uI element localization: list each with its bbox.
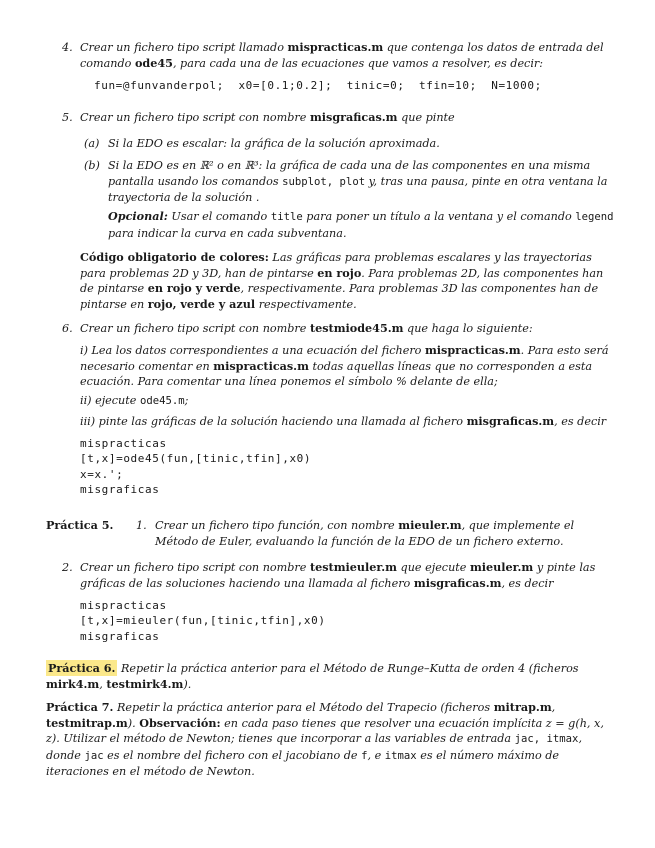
practica-5-code <box>80 598 326 644</box>
practica-5-step-1: Crear un fichero tipo función, con nombre mieuler.m, que implemente el Método de Euler, evaluando la función de la EDO de un fichero externo. <box>155 518 575 548</box>
item-6-code <box>80 436 311 498</box>
code-inline: legend <box>575 211 614 223</box>
code-line: [t,x]=ode45(fun,[tinic,tfin],x0) <box>80 452 312 466</box>
code-line: misgraficas <box>80 629 160 643</box>
code-line: misgraficas <box>80 483 160 497</box>
step-i: i) Lea los datos correspondientes a una ecuación del fichero mispracticas.m. Para esto será necesario comentar en mispracticas.m todas aquellas líneas que no corresponden a esta ecuación. Para comentar una línea ponemos el símbolo % delante de ella; <box>80 343 609 389</box>
practica-7-paragraph: Práctica 7. Repetir la práctica anterior para el Método del Trapecio (ficheros mitrap.m, testmitrap.m). Observación: en cada paso tienes que resolver una ecuación implícita z = g(h, x, z). Utilizar el método de Newton; tienes que incorporar a las variables de entrada jac, itmax, donde jac es el nombre del fichero con el jacobiano de f, e itmax es el número máximo de iteraciones en el método de Newton. <box>46 700 604 779</box>
optional-label: Opcional: <box>108 209 168 223</box>
practica-5-step-2-number: 2. <box>62 561 73 574</box>
code-line: x=x.'; <box>80 467 124 481</box>
file-name: misgraficas.m <box>309 110 398 124</box>
code-inline: jac <box>84 749 104 762</box>
practica-5-step-2: Crear un fichero tipo script con nombre testmieuler.m que ejecute mieuler.m y pinte las gráficas de las soluciones haciendo una llamada al fichero misgraficas.m, es decir <box>80 560 596 590</box>
step-ii: ii) ejecute ode45.m; <box>80 394 189 407</box>
sub-item-a-text: Si la EDO es escalar: la gráfica de la solución aproximada. <box>108 137 440 150</box>
optional-note: Opcional: Usar el comando title para poner un título a la ventana y el comando legend para indicar la curva en cada subventana. <box>108 209 614 240</box>
code-inline: itmax <box>384 749 417 762</box>
item-4-text: Crear un fichero tipo script llamado mispracticas.m que contenga los datos de entrada del comando ode45, para cada una de las ecuaciones que vamos a resolver, es decir: <box>80 40 604 70</box>
code-inline: subplot, plot <box>282 175 366 188</box>
code-line: mispracticas <box>80 599 167 612</box>
item-4-number: 4. <box>62 41 73 54</box>
item-5-number: 5. <box>62 111 73 124</box>
code-line: [t,x]=mieuler(fun,[tinic,tfin],x0) <box>80 614 326 628</box>
code-inline: jac, itmax <box>514 733 579 746</box>
sub-item-b-label: (b) <box>84 159 100 172</box>
sub-item-b-text: Si la EDO es en ℝ² o en ℝ³: la gráfica de cada una de las componentes en una misma pantalla usando los comandos subplot, plot y, tras una pausa, pinte en otra ventana la trayectoria de la solución . <box>108 159 608 205</box>
item-6-number: 6. <box>62 322 73 335</box>
code-inline: f <box>361 749 368 762</box>
practica-5-step-1-number: 1. <box>136 519 147 532</box>
practica-6-paragraph: Práctica 6. Repetir la práctica anterior para el Método de Runge–Kutta de orden 4 (ficheros mirk4.m, testmirk4.m). <box>46 661 579 691</box>
item-5-text: Crear un fichero tipo script con nombre misgraficas.m que pinte <box>80 110 455 124</box>
file-name: testmiode45.m <box>309 321 404 335</box>
step-iii: iii) pinte las gráficas de la solución haciendo una llamada al fichero misgraficas.m, es decir <box>80 414 607 428</box>
color-code-paragraph: Código obligatorio de colores: Las gráficas para problemas escalares y las trayectorias para problemas 2D y 3D, han de pintarse en rojo. Para problemas 2D, las componentes han de pintarse en rojo y verde, respectivamente. Para problemas 3D las componentes han de pintarse en rojo, verde y azul respectivamente. <box>80 250 604 311</box>
command-name: ode45 <box>134 55 173 70</box>
practica-6-label: Práctica 6. <box>48 661 116 675</box>
practica-7-label: Práctica 7. <box>46 700 114 714</box>
file-name: mispracticas.m <box>287 40 384 54</box>
item-4-code: fun=@funvanderpol; x0=[0.1;0.2]; tinic=0; tfin=10; N=1000; <box>94 79 542 92</box>
color-code-label: Código obligatorio de colores: <box>80 250 269 264</box>
item-6-text: Crear un fichero tipo script con nombre testmiode45.m que haga lo siguiente: <box>80 321 533 335</box>
practica-5-label: Práctica 5. <box>46 518 114 532</box>
code-inline: ode45.m <box>139 395 185 407</box>
code-inline: title <box>270 211 303 223</box>
sub-item-a-label: (a) <box>84 137 100 150</box>
observation-label: Observación: <box>139 715 221 730</box>
code-line: mispracticas <box>80 437 167 450</box>
